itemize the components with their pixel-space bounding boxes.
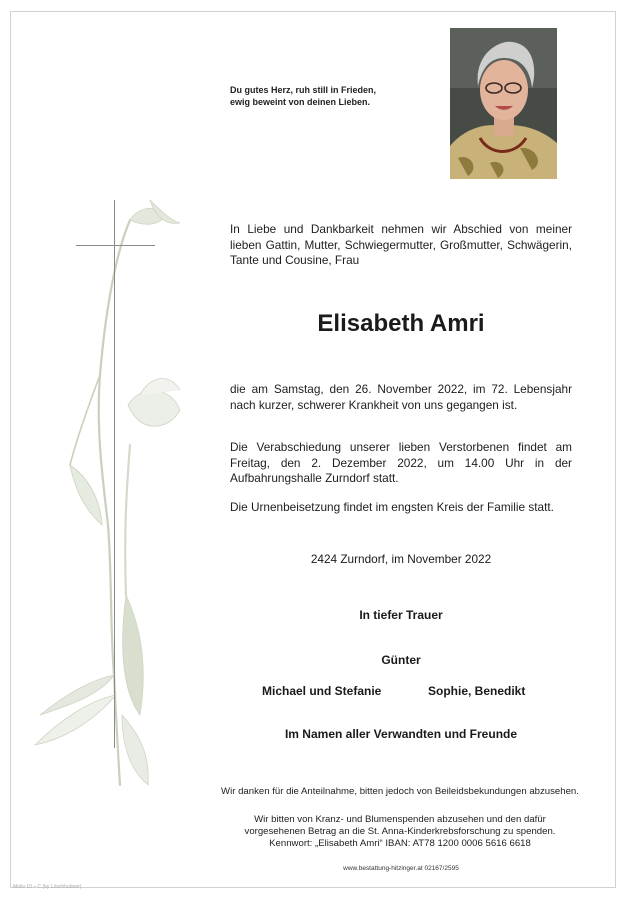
mourners-family-right: Sophie, Benedikt	[428, 684, 526, 698]
mourners-family-left: Michael und Stefanie	[262, 684, 382, 698]
flower-illustration	[30, 195, 200, 795]
donation-line-1: Wir bitten von Kranz- und Blumenspenden abzusehen und den dafür	[254, 814, 546, 825]
motto-line-2: ewig beweint von deinen Lieben.	[230, 97, 371, 107]
mourning-heading: In tiefer Trauer	[359, 608, 443, 622]
footer-motif-code: Motiv 10 – C (by Löschhubner)	[13, 884, 82, 890]
death-notice-text: die am Samstag, den 26. November 2022, im 72. Lebensjahr nach kurzer, schwerer Krankheit von uns gegangen ist.	[230, 382, 572, 412]
donation-line-2: vorgesehenen Betrag an die St. Anna-Kinderkrebsforschung zu spenden.	[244, 826, 556, 837]
cross-vertical-bar	[114, 200, 115, 748]
cross-horizontal-bar	[76, 245, 155, 246]
urn-burial-text: Die Urnenbeisetzung findet im engsten Kreis der Familie statt.	[230, 500, 554, 514]
deceased-name: Elisabeth Amri	[317, 310, 485, 337]
mourner-spouse: Günter	[381, 653, 421, 667]
mourners-relatives: Im Namen aller Verwandten und Freunde	[284, 727, 518, 741]
intro-text: In Liebe und Dankbarkeit nehmen wir Abschied von meiner lieben Gattin, Mutter, Schwiegermutter, Großmutter, Schwägerin, Tante und Cousine, Frau	[230, 222, 572, 267]
portrait-photo	[450, 28, 557, 179]
donation-line-3: Kennwort: „Elisabeth Amri“ IBAN: AT78 1200 0006 5616 6618	[269, 838, 531, 849]
place-date: 2424 Zurndorf, im November 2022	[310, 552, 492, 566]
farewell-ceremony-text: Die Verabschiedung unserer lieben Verstorbenen findet am Freitag, den 2. Dezember 2022, um 14.00 Uhr in der Aufbahrungshalle Zurndorf statt.	[230, 440, 572, 485]
footer-website: www.bestattung-hitzinger.at 02167/2595	[343, 865, 459, 872]
motto-line-1: Du gutes Herz, ruh still in Frieden,	[230, 85, 377, 95]
motto	[230, 84, 376, 108]
thanks-text: Wir danken für die Anteilnahme, bitten jedoch von Beileidsbekundungen abzusehen.	[221, 786, 579, 797]
